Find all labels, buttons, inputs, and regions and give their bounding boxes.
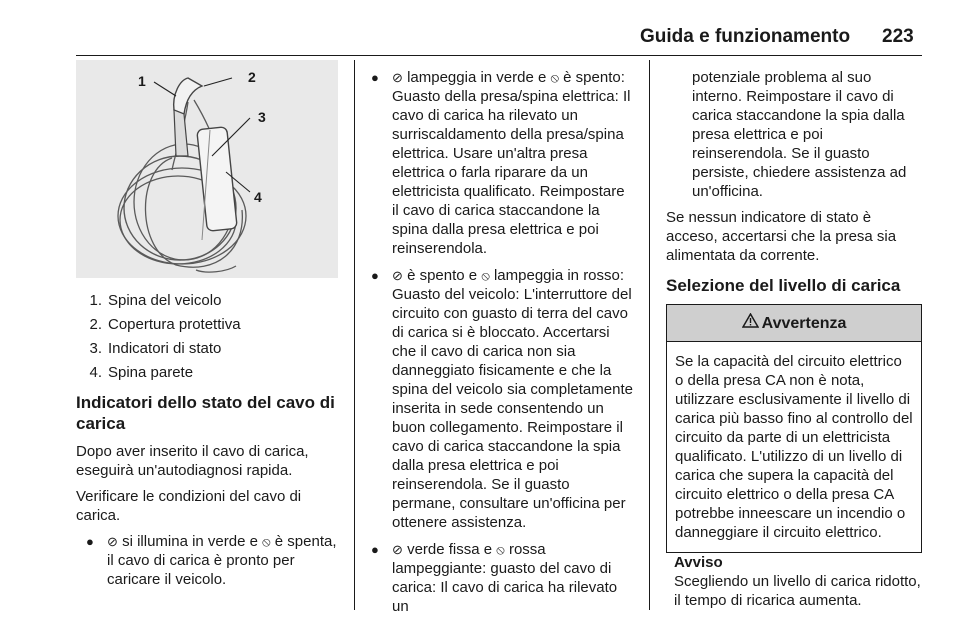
callout-4: 4 [254, 189, 262, 205]
paragraph: Verificare le condizioni del cavo di carica. [76, 488, 302, 524]
warning-header [667, 305, 921, 342]
section-heading: Selezione del livello di carica [666, 276, 901, 295]
fault-icon: ⦸ [262, 534, 271, 549]
fault-icon: ⦸ [481, 268, 490, 283]
column-left [76, 291, 340, 597]
section-heading: Indicatori dello stato del cavo di carica [76, 393, 335, 433]
charge-ready-icon: ⊘ [107, 534, 118, 549]
warning-box [666, 304, 922, 553]
charge-ready-icon: ⊘ [392, 268, 403, 283]
column-separator-right [649, 60, 650, 610]
paragraph-continued: potenziale problema al suo interno. Reimpostare il cavo di carica staccandone la spia dalla presa elettrica e poi reinserendola. Se il guasto persiste, chiedere assistenza ad un'officina. [692, 69, 907, 200]
legend-item: 4. Spina parete [89, 364, 194, 381]
fault-icon: ⦸ [550, 70, 559, 85]
legend-item: 3. Indicatori di stato [89, 340, 222, 357]
note-title: Avviso [674, 554, 723, 571]
note-text: Scegliendo un livello di carica ridotto, il tempo di ricarica aumenta. [674, 573, 921, 609]
header-title: Guida e funzionamento [640, 26, 851, 47]
bullet-item: ● ⊘ lampeggia in verde e ⦸ è spento: Guasto della presa/spina elettrica: Il cavo di carica ha rilevato un surriscaldamento della presa/spina elettrica. Usare un'altra presa elettrica o farla riparare da un elettricista qualificato. Reimpostare il cavo di carica staccandone la spina dalla presa elettrica e poi reinserendola. [371, 69, 631, 257]
header-rule [76, 55, 922, 56]
warning-text: Se la capacità del circuito elettrico o della presa CA non è nota, utilizzare esclusivamente il livello di carica più basso fino al controllo del circuito da parte di un elettricista qualificato. L'utilizzo di un livello di carica che supera la capacità del circuito elettrico o della presa CA potrebbe inneescare un incendio o danneggiare il circuito elettrico. [675, 353, 913, 541]
bullet-item: ● ⊘ si illumina in verde e ⦸ è spenta, il cavo di carica è pronto per caricare il veicolo. [86, 533, 337, 588]
column-right [666, 68, 922, 610]
paragraph: Se nessun indicatore di stato è acceso, accertarsi che la presa sia alimentata da corrente. [666, 209, 897, 264]
callout-1: 1 [138, 73, 146, 89]
warning-triangle-icon [742, 313, 759, 333]
callout-2: 2 [248, 69, 256, 85]
legend-item: 1. Spina del veicolo [89, 292, 222, 309]
warning-title: Avvertenza [761, 314, 847, 332]
fault-icon: ⦸ [496, 542, 505, 557]
callout-3: 3 [258, 109, 266, 125]
paragraph: Dopo aver inserito il cavo di carica, eseguirà un'autodiagnosi rapida. [76, 443, 309, 479]
bullet-item: ● ⊘ è spento e ⦸ lampeggia in rosso: Guasto del veicolo: L'interruttore del circuito con guasto di terra del cavo di carica si è bloccato. Accertarsi che il cavo di carica non sia danneggiato fisicamente e che la spina del veicolo sia completamente inserita in sede consentendo un buon collegamento. Reimpostare il cavo di carica staccandone la spia dalla presa elettrica e poi reinserendola. Se il guasto permane, consultare un'officina per ottenere assistenza. [371, 267, 633, 531]
legend-item: 2. Copertura protettiva [89, 316, 241, 333]
column-middle [371, 68, 635, 624]
bullet-item: ● ⊘ verde fissa e ⦸ rossa lampeggiante: guasto del cavo di carica: Il cavo di carica ha rilevato un [371, 541, 618, 615]
charge-ready-icon: ⊘ [392, 70, 403, 85]
page-number: 223 [882, 26, 914, 47]
charging-cable-figure [76, 60, 338, 278]
charge-ready-icon: ⊘ [392, 542, 403, 557]
column-separator-left [354, 60, 355, 610]
figure-legend [76, 291, 340, 382]
charging-cable-illustration [76, 60, 338, 278]
